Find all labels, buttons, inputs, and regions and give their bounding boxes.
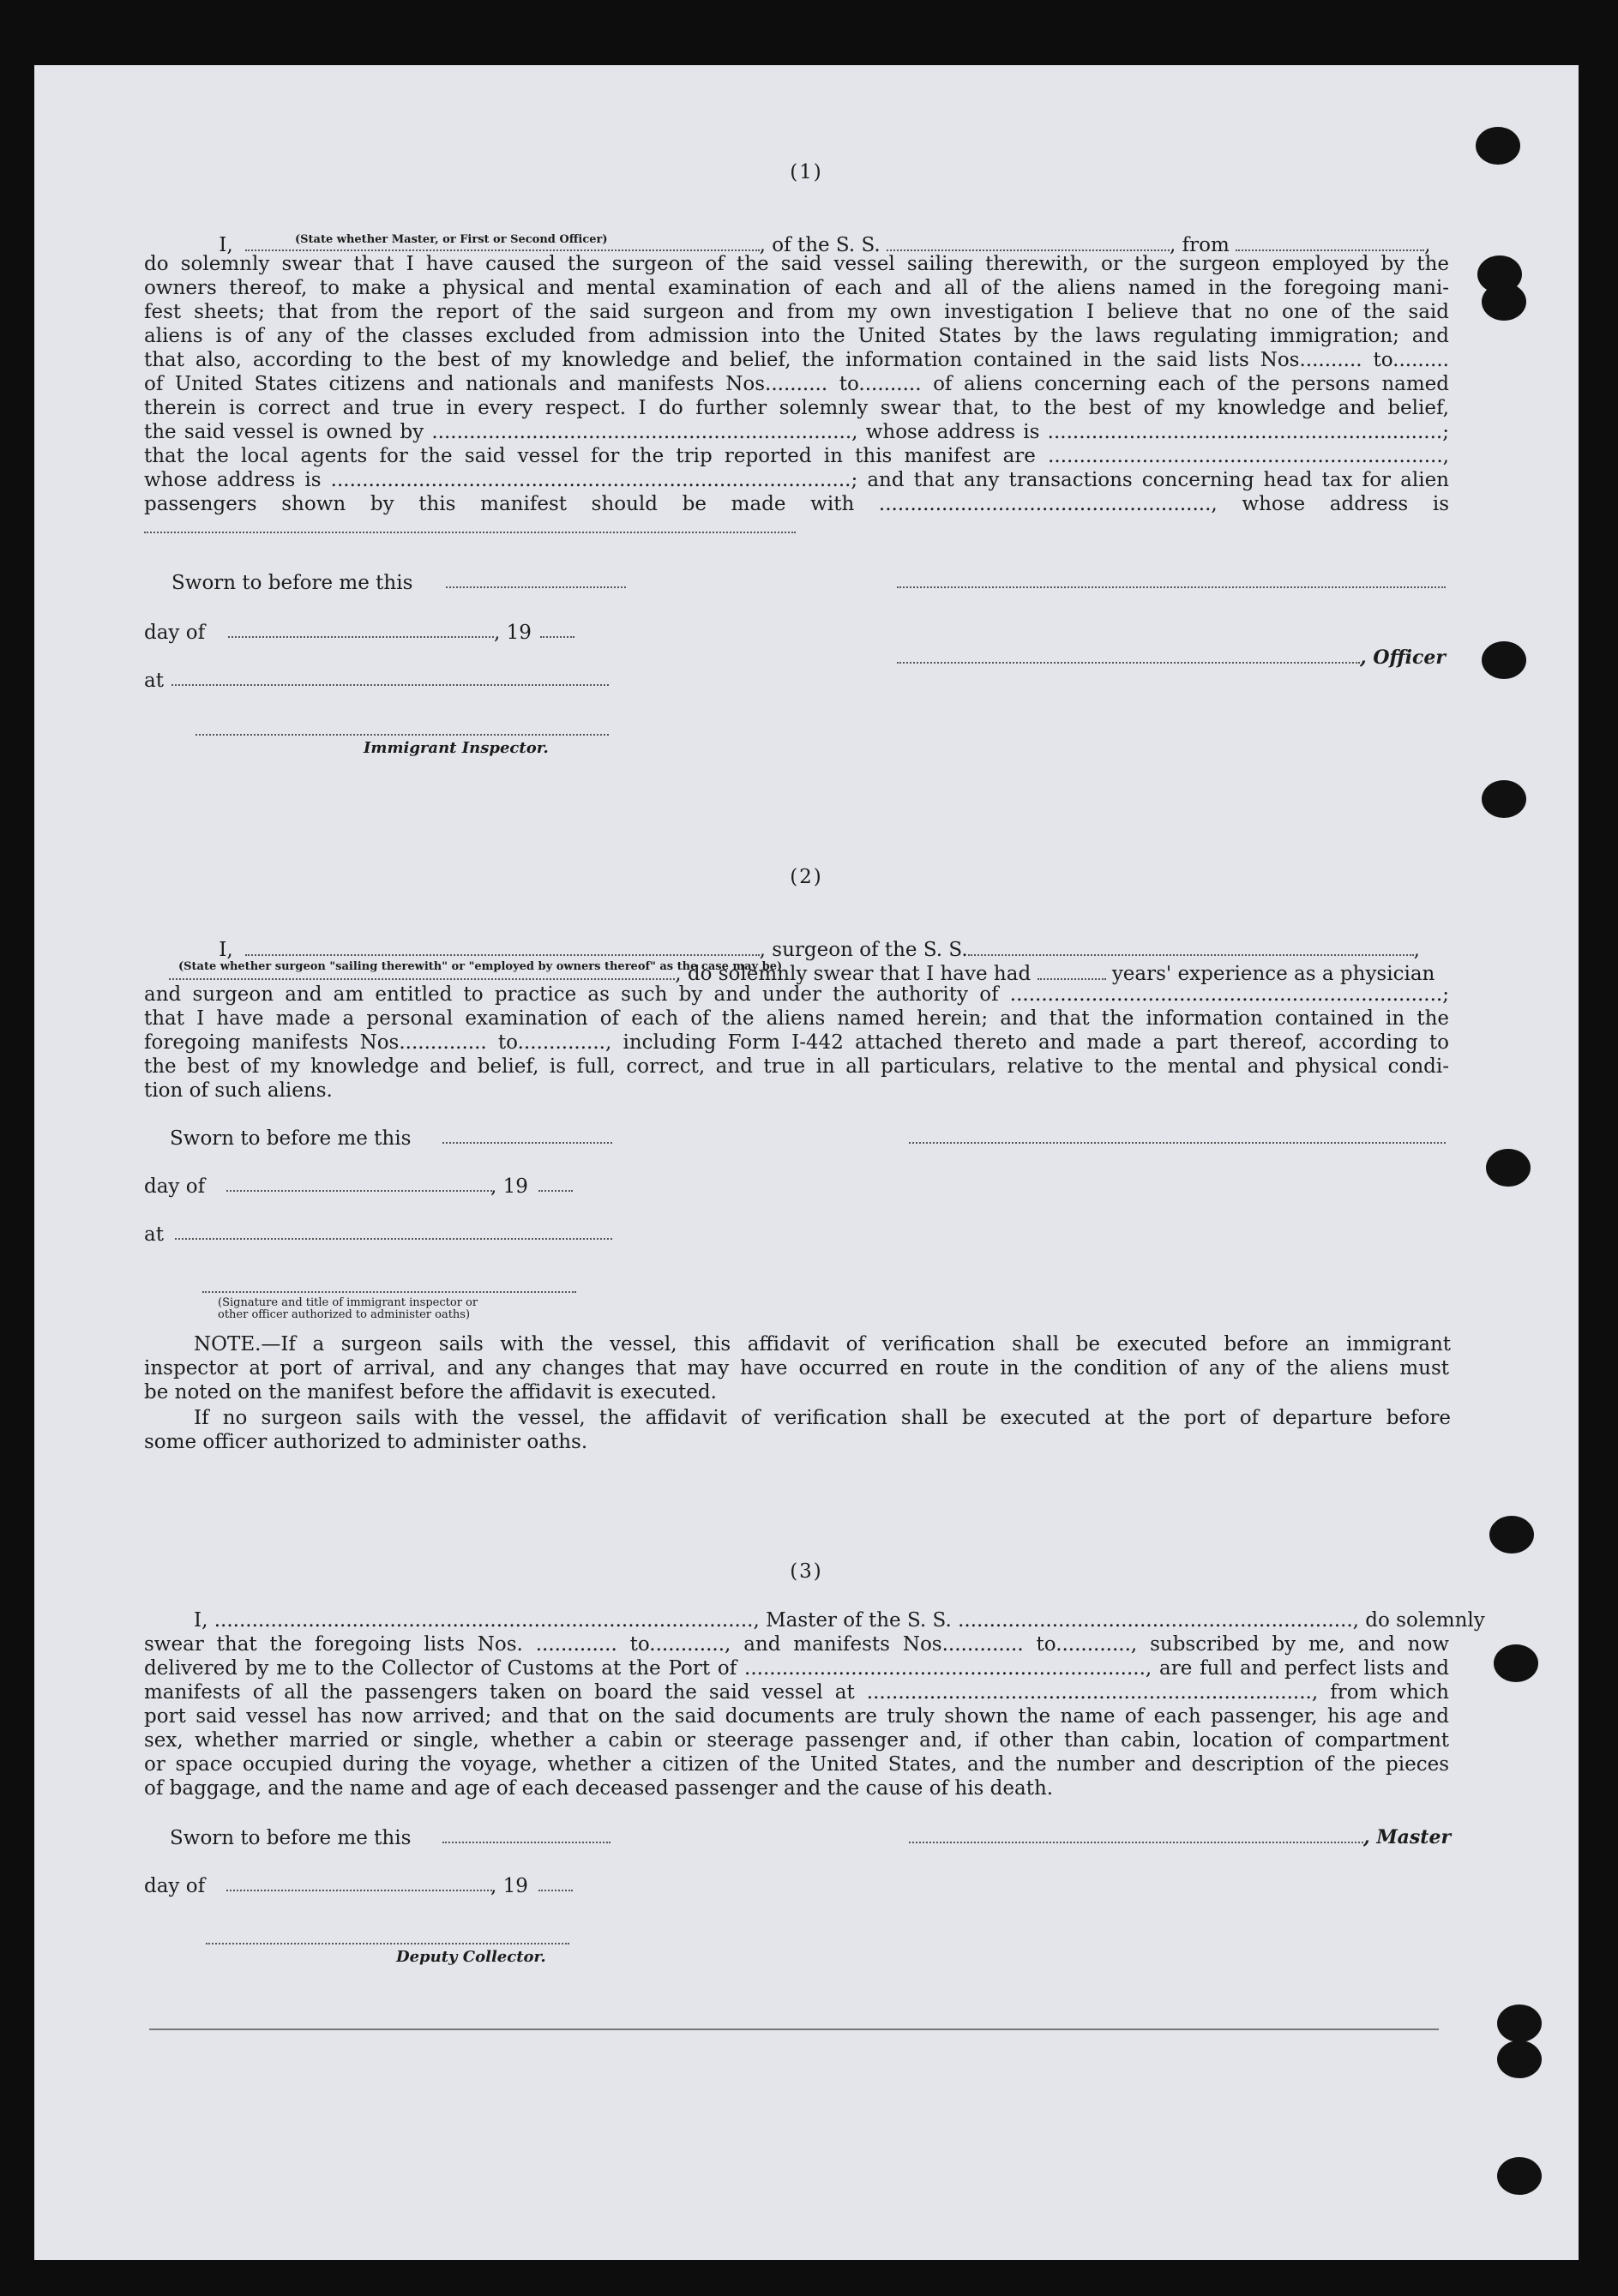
day-of-label-2: day of	[144, 1175, 206, 1198]
document-page	[34, 65, 1579, 2260]
section-3-body-line: swear that the foregoing lists Nos. ............. to............, and manifests Nos............. to............, subscribed by me, and now	[144, 1633, 1449, 1656]
inspector-signature-field-2[interactable]	[202, 1291, 576, 1293]
day-of-field-1[interactable]	[228, 636, 494, 638]
i-label: I,	[219, 939, 233, 961]
section-1-number: (1)	[790, 161, 823, 183]
note-line: be noted on the manifest before the affidavit is executed.	[144, 1381, 717, 1403]
of-ss-label: , of the S. S.	[759, 234, 881, 256]
sworn-date-field-2[interactable]	[442, 1142, 612, 1144]
address-continuation-field[interactable]	[144, 532, 796, 533]
section-1-body-line: that the local agents for the said vessel for the trip reported in this manifest are ...............................................................,	[144, 445, 1449, 467]
note-line: some officer authorized to administer oaths.	[144, 1431, 588, 1453]
collector-label: Deputy Collector.	[396, 1948, 546, 1966]
sworn-date-field-1[interactable]	[446, 586, 626, 588]
section-1-body-line: fest sheets; that from the report of the said surgeon and from my own investigation I believe that no one of the said	[144, 301, 1449, 323]
at-field-2[interactable]	[175, 1238, 612, 1240]
solemnly-swear-label: , do solemnly swear that I have had	[675, 963, 1032, 985]
line-end-comma: ,	[1413, 939, 1420, 961]
sworn-label-3: Sworn to before me this	[170, 1827, 412, 1849]
bottom-rule	[149, 2029, 1439, 2030]
day-of-label-1: day of	[144, 622, 206, 644]
at-label-1: at	[144, 670, 164, 692]
section-3-body-line: sex, whether married or single, whether a cabin or steerage passenger and, if other than cabin, location of compartment	[144, 1729, 1449, 1752]
master-signature-field[interactable]	[909, 1842, 1363, 1843]
year-label-3: , 19	[490, 1875, 528, 1897]
punch-hole	[1476, 127, 1520, 165]
sworn-label-1: Sworn to before me this	[171, 572, 413, 594]
year-field-3[interactable]	[538, 1890, 573, 1891]
master-label: , Master	[1363, 1826, 1452, 1848]
section-2-body-line: tion of such aliens.	[144, 1079, 333, 1102]
section-3-body-line: of baggage, and the name and age of each deceased passenger and the cause of his death.	[144, 1777, 1054, 1800]
section-2-number: (2)	[790, 866, 823, 888]
signature-note-line-1: (Signature and title of immigrant inspector or	[218, 1296, 478, 1309]
surgeon-of-ss-label: , surgeon of the S. S.	[759, 939, 968, 961]
vessel-name-field[interactable]	[887, 234, 1170, 251]
sworn-label-2: Sworn to before me this	[170, 1127, 412, 1150]
year-label-1: , 19	[494, 622, 532, 644]
section-3-number: (3)	[790, 1560, 823, 1583]
punch-hole	[1482, 641, 1526, 679]
day-of-field-3[interactable]	[226, 1890, 492, 1891]
officer-note: (State whether Master, or First or Second Officer)	[295, 233, 608, 246]
years-experience-label: years' experience as a physician	[1111, 963, 1435, 985]
surgeon-signature-field[interactable]	[909, 1142, 1446, 1144]
inspector-signature-field[interactable]	[195, 734, 609, 736]
punch-hole	[1489, 1516, 1534, 1554]
section-3-body-line: port said vessel has now arrived; and that on the said documents are truly shown the name of each passenger, his age and	[144, 1705, 1449, 1728]
day-of-field-2[interactable]	[226, 1190, 492, 1192]
punch-hole	[1497, 2004, 1542, 2042]
section-3-body-line: delivered by me to the Collector of Customs at the Port of ................................................................, are full and perfect lists and	[144, 1657, 1449, 1680]
section-1-body-line: therein is correct and true in every respect. I do further solemnly swear that, to the best of my knowledge and belief,	[144, 397, 1449, 419]
from-label: , from	[1170, 234, 1230, 256]
section-1-body-line: owners thereof, to make a physical and mental examination of each and all of the aliens named in the foregoing mani-	[144, 277, 1449, 299]
punch-hole	[1497, 2157, 1542, 2195]
signature-note-line-2: other officer authorized to administer oaths)	[218, 1308, 471, 1321]
punch-hole	[1482, 283, 1526, 321]
section-1-body-line: aliens is of any of the classes excluded from admission into the United States by the laws regulating immigration; and	[144, 325, 1449, 347]
punch-hole	[1497, 2041, 1542, 2078]
punch-hole	[1482, 780, 1526, 818]
officer-signature-field[interactable]	[897, 586, 1446, 588]
at-field-1[interactable]	[171, 684, 609, 686]
officer-label: , Officer	[1360, 646, 1447, 669]
section-1-body-line: do solemnly swear that I have caused the surgeon of the said vessel sailing therewith, or the surgeon employed by the	[144, 253, 1449, 275]
note-line: NOTE.—If a surgeon sails with the vessel, this affidavit of verification shall be executed before an immigrant	[194, 1333, 1451, 1355]
collector-signature-field[interactable]	[206, 1943, 569, 1944]
section-2-body-line: and surgeon and am entitled to practice as such by and under the authority of .....................................................................;	[144, 983, 1449, 1006]
line-end-comma: ,	[1424, 234, 1431, 256]
officer-title-field[interactable]	[897, 662, 1360, 664]
section-1-body-line: that also, according to the best of my knowledge and belief, the information contained in the said lists Nos.......... to.........	[144, 349, 1449, 371]
departure-port-field[interactable]	[1236, 234, 1424, 251]
section-1-body-line: passengers shown by this manifest should be made with ....................................................., whose address is	[144, 493, 1449, 515]
day-of-label-3: day of	[144, 1875, 206, 1897]
year-field-1[interactable]	[540, 636, 574, 638]
sworn-date-field-3[interactable]	[442, 1842, 611, 1843]
surgeon-note: (State whether surgeon "sailing therewith" or "employed by owners thereof" as the case may be)	[178, 960, 783, 973]
section-3-body-line: manifests of all the passengers taken on board the said vessel at ......................................................................., from which	[144, 1681, 1449, 1704]
section-1-body-line: the said vessel is owned by ..................................................................., whose address is ...............................................................;	[144, 421, 1449, 443]
note-line: If no surgeon sails with the vessel, the affidavit of verification shall be executed at the port of departure before	[194, 1407, 1451, 1429]
punch-hole	[1486, 1149, 1531, 1187]
note-line: inspector at port of arrival, and any changes that may have occurred en route in the condition of any of the aliens must	[144, 1357, 1449, 1379]
years-experience-field[interactable]	[1038, 963, 1106, 980]
section-3-body-line: or space occupied during the voyage, whether a citizen of the United States, and the number and description of the pieces	[144, 1753, 1449, 1776]
year-label-2: , 19	[490, 1175, 528, 1198]
at-label-2: at	[144, 1223, 164, 1246]
inspector-label: Immigrant Inspector.	[364, 739, 549, 757]
section-2-body-line: that I have made a personal examination of each of the aliens named herein; and that the information contained in the	[144, 1007, 1449, 1030]
section-1-body-line: of United States citizens and nationals and manifests Nos.......... to.......... of aliens concerning each of the persons named	[144, 373, 1449, 395]
section-2-body-line: the best of my knowledge and belief, is full, correct, and true in all particulars, relative to the mental and physical condi-	[144, 1055, 1449, 1078]
punch-hole	[1494, 1644, 1538, 1682]
section-3-body-line: I, ......................................................................................, Master of the S. S. ..............................................................., do solemnly	[194, 1609, 1485, 1632]
i-label: I,	[219, 234, 233, 256]
section-2-body-line: foregoing manifests Nos.............. to.............., including Form I-442 attached thereto and made a part thereof, according to	[144, 1031, 1449, 1054]
year-field-2[interactable]	[538, 1190, 573, 1192]
section-1-body-line: whose address is ...................................................................................; and that any transactions concerning head tax for alien	[144, 469, 1449, 491]
